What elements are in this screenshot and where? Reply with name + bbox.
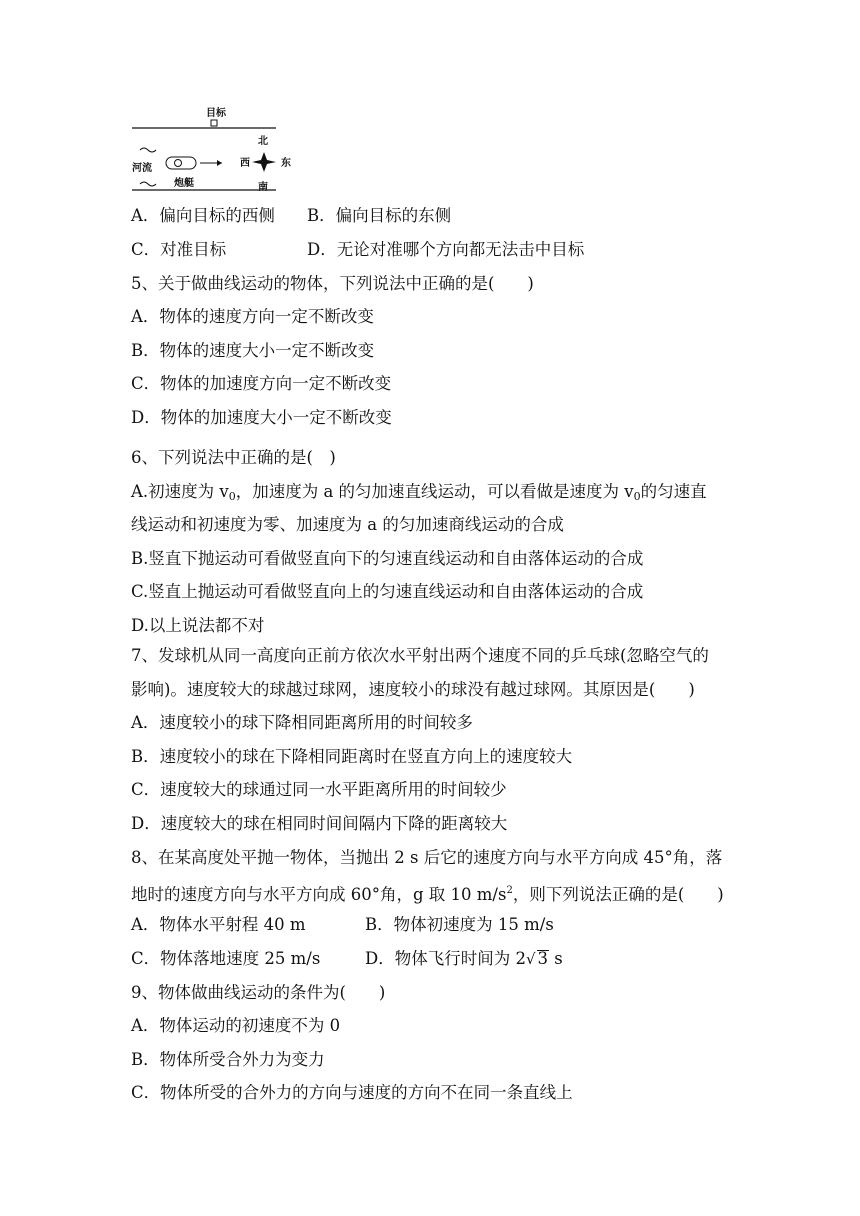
q8-d-text: D．物体飞行时间为 2 [365,949,526,968]
q5-option-d: D．物体的加速度大小一定不断改变 [131,408,392,427]
q6-option-b: B.竖直下抛运动可看做竖直向下的匀速直线运动和自由落体运动的合成 [131,549,644,568]
q6-option-d: D.以上说法都不对 [131,616,265,635]
q8-option-d [365,948,563,970]
q8-option-b: B．物体初速度为 15 m/s [365,915,554,934]
q5-option-c: C．物体的加速度方向一定不断改变 [131,374,392,393]
compass-west: 西 [240,158,250,169]
compass-east: 东 [281,158,291,169]
q6-stem: 6、下列说法中正确的是( ) [131,448,336,467]
q7-option-d: D．速度较大的球在相同时间间隔内下降的距离较大 [131,814,508,833]
q5-option-a: A．物体的速度方向一定不断改变 [131,307,374,326]
q9-stem: 9、物体做曲线运动的条件为( ) [131,983,386,1002]
q5-option-b: B．物体的速度大小一定不断改变 [131,341,375,360]
river-boat-figure [128,104,298,196]
sqrt-radicand: 3 [537,949,549,968]
wave-icon [140,182,156,186]
q7-option-a: A．速度较小的球下降相同距离所用的时间较多 [131,713,473,732]
subscript-zero: 0 [633,490,641,503]
river-label: 河流 [132,163,152,174]
q8-d-unit: s [549,949,563,968]
q7-stem-line1: 7、发球机从同一高度向正前方依次水平射出两个速度不同的乒乓球(忽略空气的 [131,646,709,665]
q7-stem-line2: 影响)。速度较大的球越过球网，速度较小的球没有越过球网。其原因是( ) [131,680,695,699]
q4-option-a: A．偏向目标的西侧 [131,206,275,225]
figure-svg [128,104,298,196]
compass-star-icon [252,152,276,172]
q8-stem-text-a: 地时的速度方向与水平方向成 60°角，g 取 10 m/s [131,885,507,904]
boat-label: 炮艇 [174,178,194,189]
compass-south: 南 [258,182,268,193]
superscript-two: 2 [506,885,513,896]
q6-option-a-line1 [131,481,707,508]
q4-option-b: B．偏向目标的东侧 [307,206,452,225]
q7-option-b: B．速度较小的球在下降相同距离时在竖直方向上的速度较大 [131,747,573,766]
q6-option-a-line2: 线运动和初速度为零、加速度为 a 的匀加速商线运动的合成 [131,515,564,534]
wave-icon [140,148,156,152]
sqrt-icon: √ [525,950,536,968]
subscript-zero: 0 [228,490,236,503]
target-label: 目标 [206,108,226,119]
q9-option-a: A．物体运动的初速度不为 0 [131,1016,341,1035]
q9-option-b: B．物体所受合外力为变力 [131,1050,325,1069]
q4-option-c: C．对准目标 [131,240,227,259]
q8-stem-line1: 8、在某高度处平抛一物体，当抛出 2 s 后它的速度方向与水平方向成 45°角，落 [131,848,723,867]
q8-option-a: A．物体水平射程 40 m [131,915,306,934]
arrowhead-icon [217,160,222,166]
q6-a-text1: A.初速度为 v [131,482,229,501]
q4-option-d: D．无论对准哪个方向都无法击中目标 [307,240,585,259]
q6-a-text2: ，加速度为 a 的匀加速直线运动，可以看做是速度为 v [235,482,634,501]
compass-north: 北 [258,136,268,147]
q6-a-text3: 的匀速直 [640,482,707,501]
q6-option-c: C.竖直上抛运动可看做竖直向上的匀速直线运动和自由落体运动的合成 [131,582,644,601]
q9-option-c: C．物体所受的合外力的方向与速度的方向不在同一条直线上 [131,1083,573,1102]
q8-option-c: C．物体落地速度 25 m/s [131,949,321,968]
target-marker [211,120,217,126]
q5-stem: 5、关于做曲线运动的物体，下列说法中正确的是( ) [131,274,534,293]
q8-stem-text-b: ，则下列说法正确的是( ) [512,885,724,904]
q8-stem-line2 [131,880,724,906]
q7-option-c: C．速度较大的球通过同一水平距离所用的时间较少 [131,780,507,799]
